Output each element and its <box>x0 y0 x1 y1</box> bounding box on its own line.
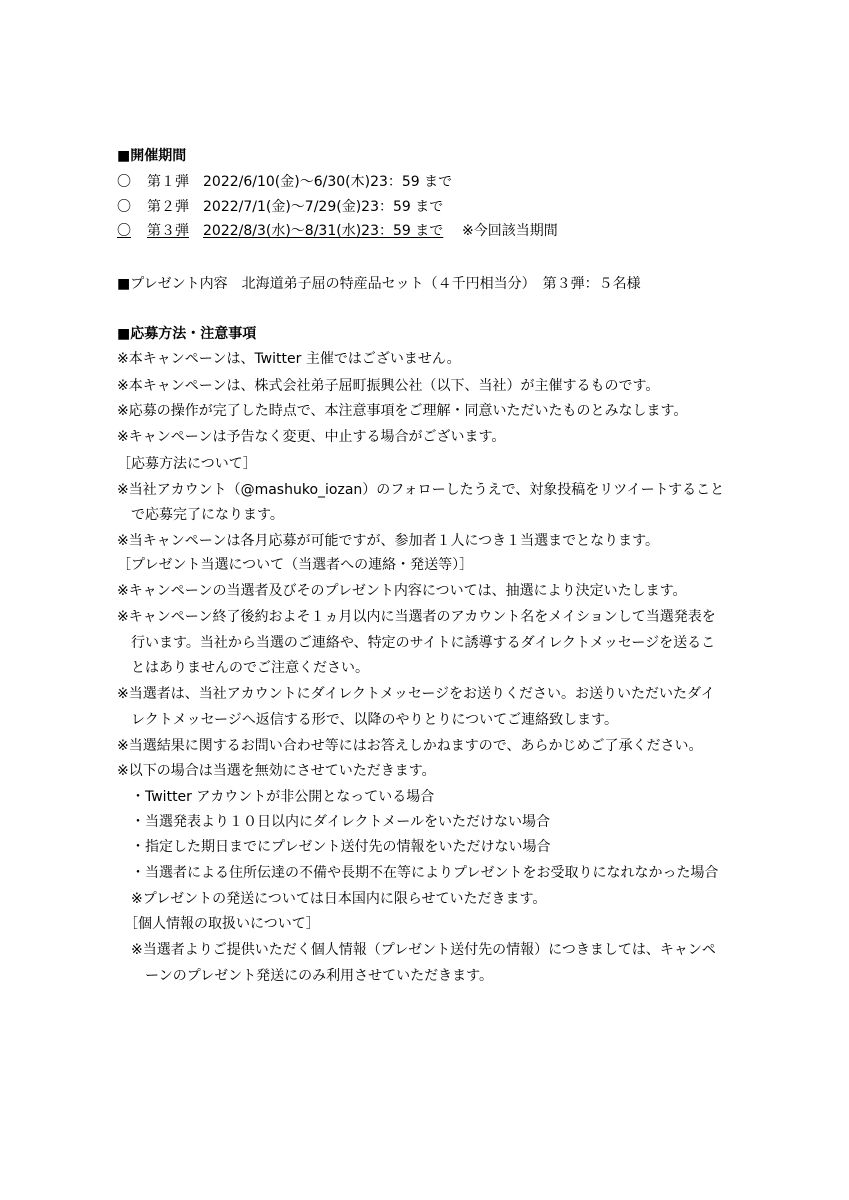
note-line: ※本キャンペーンは、株式会社弟子屈町振興公社（以下、当社）が主催するものです。 <box>117 378 660 394</box>
privacy-subheading: ［個人情報の取扱いについて］ <box>117 916 320 932</box>
period-dates: 2022/8/3(水)～8/31(水)23：59 まで <box>203 223 444 239</box>
apply-line: ※当キャンペーンは各月応募が可能ですが、参加者１人につき１当選までとなります。 <box>117 533 660 549</box>
winner-line: ・指定した期日までにプレゼント送付先の情報をいただけない場合 <box>117 839 551 855</box>
winner-line: ・Twitter アカウントが非公開となっている場合 <box>117 789 435 805</box>
note-line: ※応募の操作が完了した時点で、本注意事項をご理解・同意いただいたものとみなします。 <box>117 403 688 419</box>
winner-line: ・当選者による住所伝達の不備や長期不在等によりプレゼントをお受取りになれなかった場合 <box>117 865 719 881</box>
note-line: ※キャンペーンは予告なく変更、中止する場合がございます。 <box>117 429 506 445</box>
privacy-line: ーンのプレゼント発送にのみ利用させていただきます。 <box>117 968 494 984</box>
winner-line: ・当選発表より１０日以内にダイレクトメールをいただけない場合 <box>117 814 551 830</box>
period-bullet: 〇 <box>117 223 131 239</box>
period-label: 第３弾 <box>147 223 189 239</box>
period-label: 第２弾 <box>147 199 189 215</box>
winner-line: ※当選結果に関するお問い合わせ等にはお答えしかねますので、あらかじめご了承ください。 <box>117 738 703 754</box>
winner-line: ※プレゼントの発送については日本国内に限らせていただきます。 <box>117 891 547 907</box>
period-row-1 <box>117 173 452 191</box>
winner-line: とはありませんのでご注意ください。 <box>117 660 369 676</box>
period-bullet: 〇 <box>117 199 131 215</box>
period-dates: 2022/7/1(金)～7/29(金)23：59 まで <box>203 199 444 215</box>
winner-line: レクトメッセージへ返信する形で、以降のやりとりについてご連絡致します。 <box>117 712 619 728</box>
winner-subheading: ［プレゼント当選について（当選者への連絡・発送等）］ <box>117 557 474 573</box>
note-line: ※本キャンペーンは、Twitter 主催ではございません。 <box>117 351 461 367</box>
apply-subheading: ［応募方法について］ <box>117 456 257 472</box>
period-note: ※今回該当期間 <box>462 223 558 239</box>
winner-line: ※当選者は、当社アカウントにダイレクトメッセージをお送りください。お送りいただいたダイ <box>117 686 715 702</box>
period-row-2 <box>117 198 443 216</box>
winner-line: ※キャンペーン終了後約およそ１ヵ月以内に当選者のアカウント名をメイションして当選発表を <box>117 609 716 625</box>
winner-line: 行います。当社から当選のご連絡や、特定のサイトに誘導するダイレクトメッセージを送るこ <box>117 635 716 651</box>
period-bullet: 〇 <box>117 174 131 190</box>
winner-line: ※キャンペーンの当選者及びそのプレゼント内容については、抽選により決定いたします。 <box>117 583 687 599</box>
apply-heading: ■応募方法・注意事項 <box>117 326 257 342</box>
period-dates: 2022/6/10(金)～6/30(木)23：59 まで <box>203 174 453 190</box>
apply-line: で応募完了になります。 <box>117 507 284 523</box>
period-row-3 <box>117 222 443 240</box>
present-line: ■プレゼント内容 北海道弟子屈の特産品セット（４千円相当分） 第３弾：５名様 <box>117 276 641 292</box>
apply-line: ※当社アカウント（@mashuko_iozan）のフォローしたうえで、対象投稿をリツイートすること <box>117 482 725 498</box>
winner-line: ※以下の場合は当選を無効にさせていただきます。 <box>117 763 436 779</box>
period-heading: ■開催期間 <box>117 148 187 164</box>
period-label: 第１弾 <box>147 174 189 190</box>
privacy-line: ※当選者よりご提供いただく個人情報（プレゼント送付先の情報）につきましては、キャンペ <box>117 942 716 958</box>
